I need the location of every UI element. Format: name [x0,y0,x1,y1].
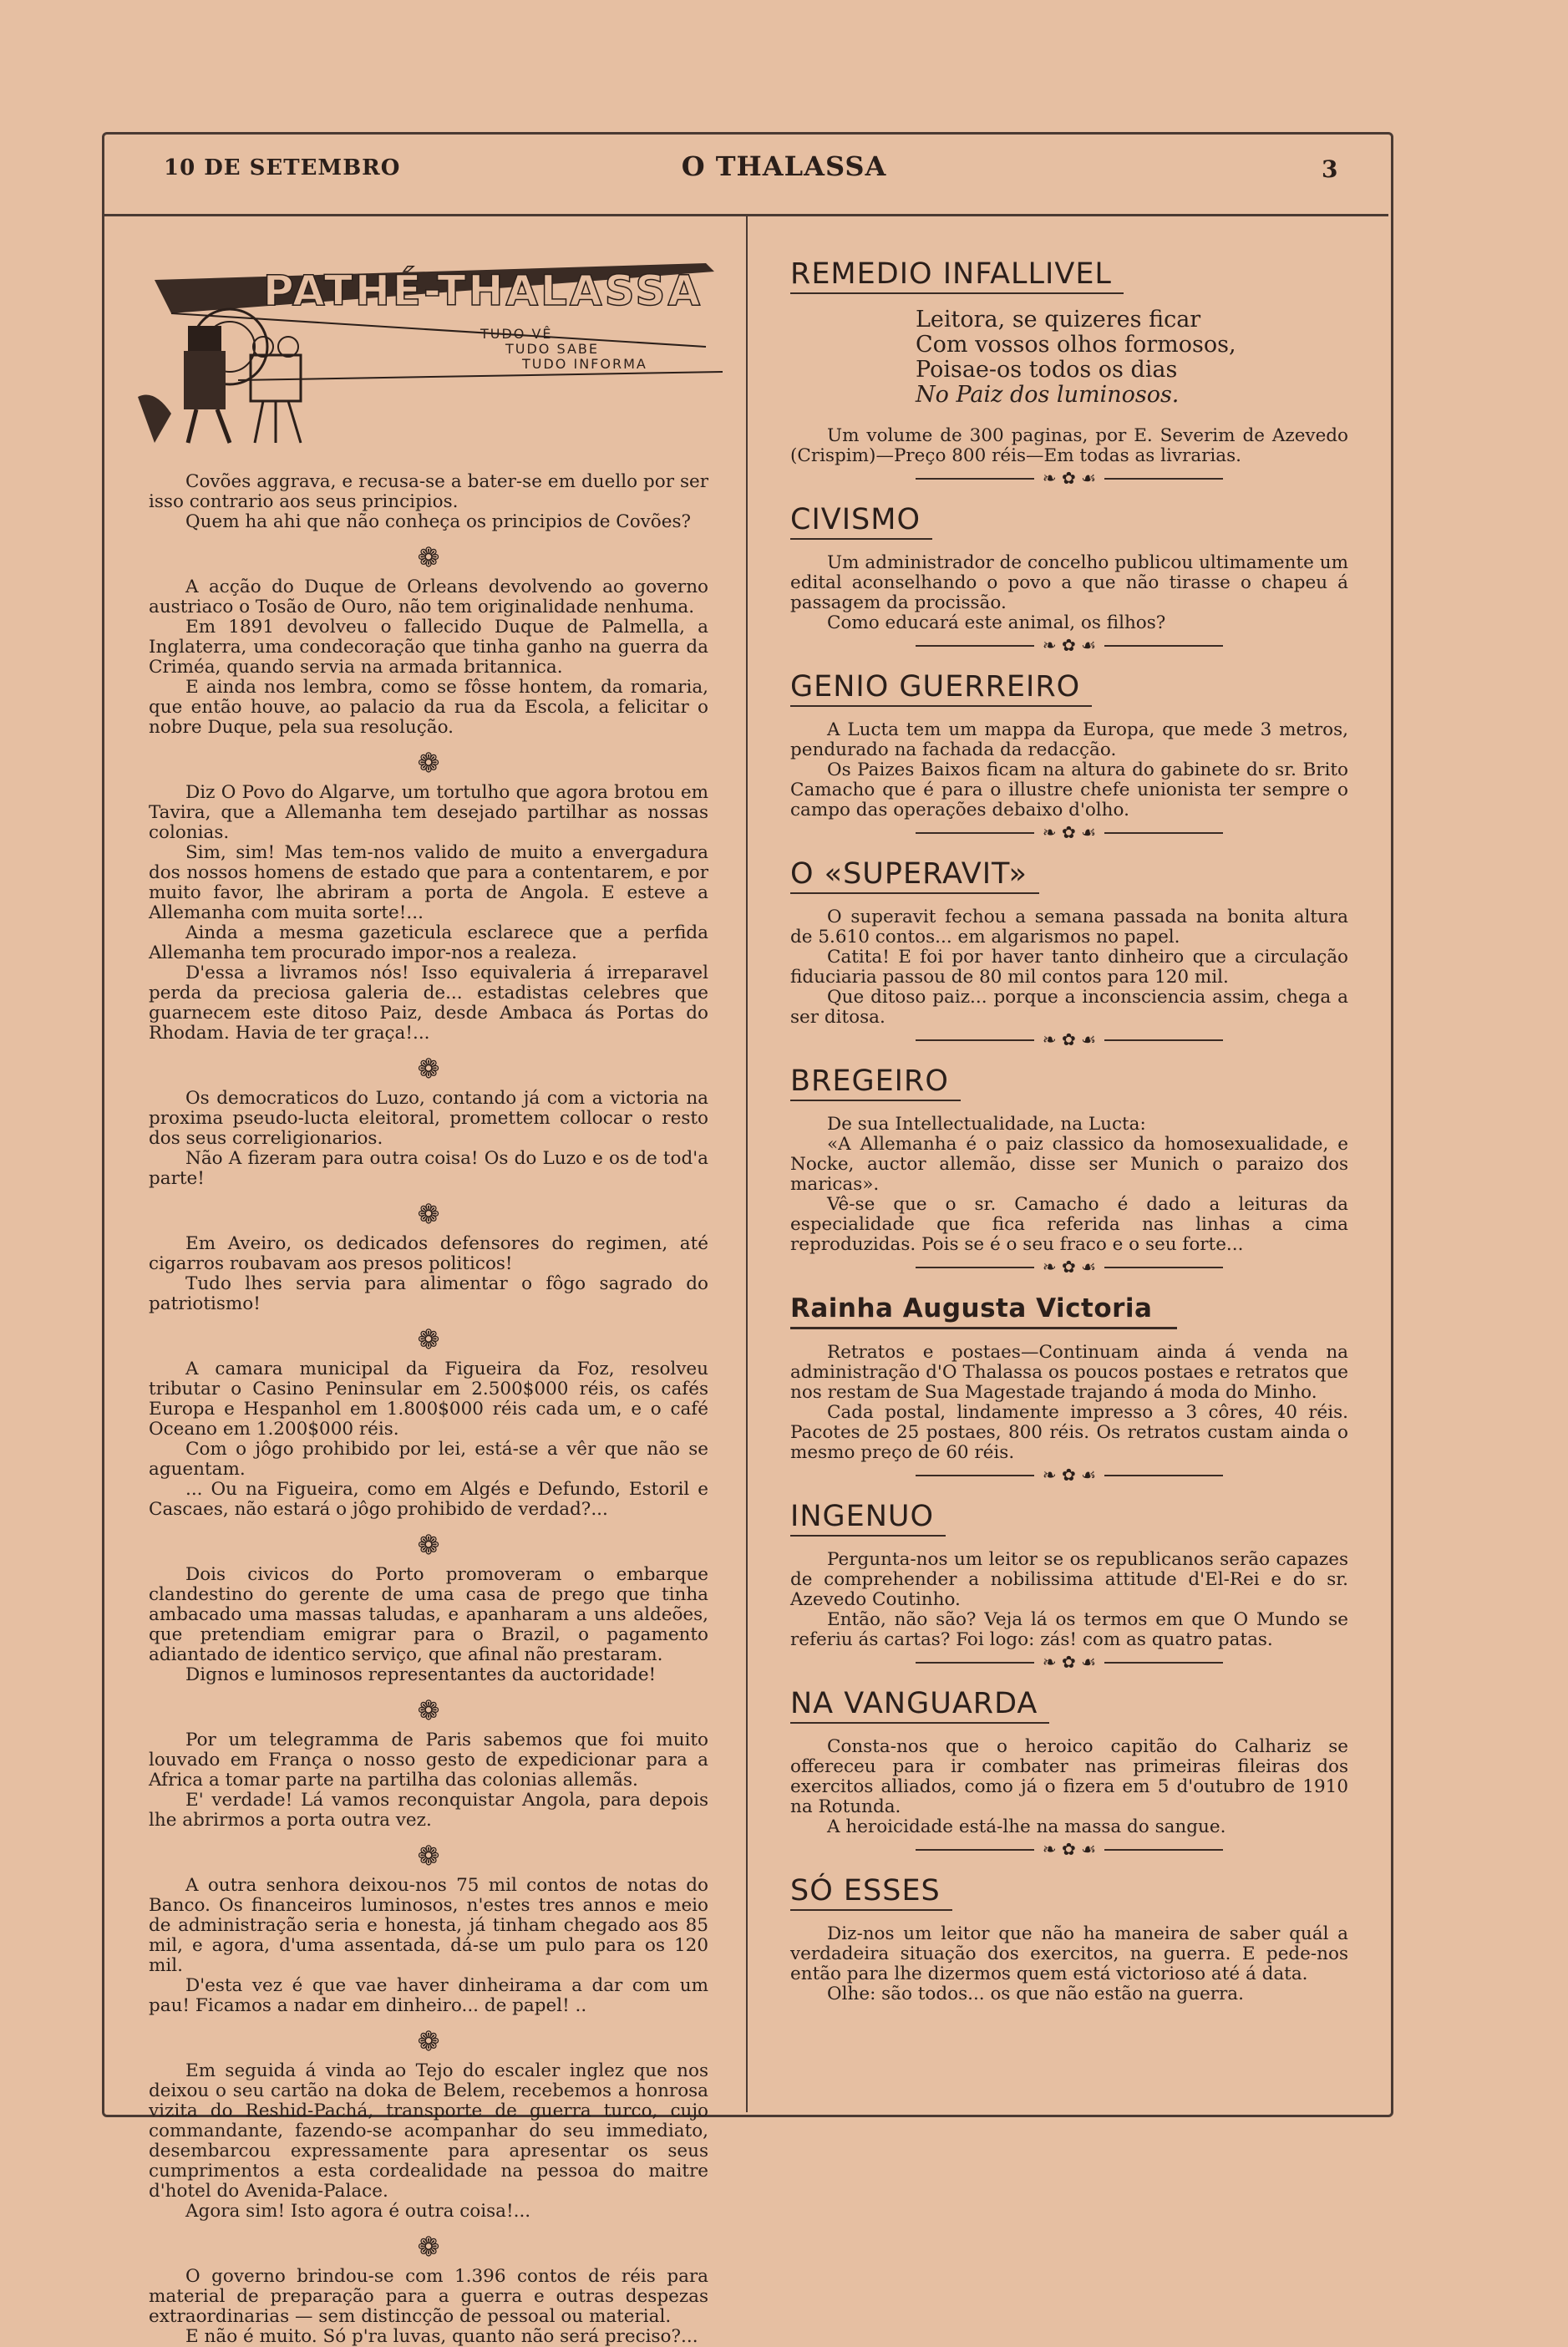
news-item [149,1359,708,1520]
section-civismo [790,501,1348,633]
paragraph: Catita! E foi por haver tanto dinheiro que a circulação fiduciaria passou de 80 mil contos para 120 mil. [790,947,1348,988]
section-heading: CIVISMO [790,501,932,540]
divider-ornament [916,1652,1222,1672]
divider-ornament [916,1839,1222,1859]
divider-ornament [916,1029,1222,1049]
section-heading: GENIO GUERREIRO [790,668,1092,707]
section-heading: INGENUO [790,1498,946,1537]
section-heading: SÓ ESSES [790,1872,952,1911]
divider-glyph: ❧ ✿ ☙ [1034,1465,1104,1485]
paragraph: Retratos e postaes—Continuam ainda á venda na administração d'O Thalassa os poucos postaes e retratos que nos restam de Sua Magestade trajando á moda do Minho. [790,1342,1348,1403]
paragraph: Um volume de 300 paginas, por E. Severim de Azevedo (Crispim)—Preço 800 réis—Em todas as livrarias. [790,425,1348,466]
paragraph: Como educará este animal, os filhos? [827,612,1166,633]
paragraph: Os Paizes Baixos ficam na altura do gabinete do sr. Brito Camacho que é para o illustre chefe unionista ter sempre o campo das operações debaixo d'olho. [790,759,1348,820]
section-superavit [790,856,1348,1028]
ornament-icon: ❁ [417,747,440,779]
pathe-thalassa-logo [138,246,739,447]
paragraph: A acção do Duque de Orleans devolvendo ao governo austriaco o Tosão de Ouro, não tem originalidade nenhuma. [149,577,708,617]
left-column [149,472,708,2347]
ornament-icon: ❁ [417,1053,440,1085]
news-item [149,2061,708,2222]
header-date: 10 DE SETEMBRO [164,155,401,180]
section-heading: REMEDIO INFALLIVEL [790,256,1124,294]
paragraph: ... Ou na Figueira, como em Algés e Defundo, Estoril e Cascaes, não estará o jôgo prohibido de verdad?... [149,1479,708,1520]
logo-tagline-2: TUDO SABE [505,341,599,357]
paragraph: A Lucta tem um mappa da Europa, que mede 3 metros, pendurado na fachada da redacção. [790,719,1348,760]
poem-line: Poisae-os todos os dias [916,357,1178,383]
paragraph: De sua Intellectualidade, na Lucta: [827,1114,1146,1135]
section-bregeiro [790,1063,1348,1255]
section-heading: NA VANGUARDA [790,1685,1049,1724]
paragraph: O governo brindou-se com 1.396 contos de réis para material de preparação para a guerra e outras despezas extraordinarias — sem distincção de pessoal ou material. [149,2266,708,2327]
paragraph: E' verdade! Lá vamos reconquistar Angola, para depois lhe abrirmos a porta outra vez. [149,1790,708,1831]
news-item [149,472,708,532]
section-heading: O «SUPERAVIT» [790,856,1039,894]
ornament-icon: ❁ [417,1198,440,1230]
paragraph: D'essa a livramos nós! Isso equivaleria á irreparavel perda da preciosa galeria de... estadistas celebres que guarnecem este ditoso Paiz, desde Ambaca ás Portas do Rhodam. Havia de ter graça!... [149,963,708,1044]
news-item [149,1730,708,1831]
paragraph: A heroicidade está-lhe na massa do sangue. [827,1816,1226,1837]
paragraph: Um administrador de concelho publicou ultimamente um edital aconselhando o povo a que não tirasse o chapeu á passagem da procissão. [790,552,1348,613]
ornament-icon: ❁ [417,2025,440,2057]
paragraph: Os democraticos do Luzo, contando já com a victoria na proxima pseudo-lucta eleitoral, promettem collocar o resto dos seus correligionarios. [149,1088,708,1149]
paragraph: A outra senhora deixou-nos 75 mil contos de notas do Banco. Os financeiros luminosos, n'estes tres annos e meio de administração seria e honesta, já tinham chegado aos 85 mil, e agora, d'uma assentada, dá-se um pulo para os 120 mil. [149,1875,708,1976]
paragraph: Olhe: são todos... os que não estão na guerra. [827,1984,1244,2004]
logo-tagline-3: TUDO INFORMA [522,356,647,372]
divider-ornament [916,468,1222,488]
ornament-icon: ❁ [417,1323,440,1355]
paragraph: Sim, sim! Mas tem-nos valido de muito a envergadura dos nossos homens de estado que para a contentarem, e por muito favor, lhe abriram a porta de Angola. E esteve a Allemanha com muita sorte!... [149,842,708,923]
paragraph: Ainda a mesma gazeticula esclarece que a perfida Allemanha tem procurado impor-nos a realeza. [149,922,708,963]
ornament-icon: ❁ [417,541,440,573]
news-item [149,1565,708,1685]
paragraph: Em 1891 devolveu o fallecido Duque de Palmella, a Inglaterra, uma condecoração que tinha ganho na guerra da Criméa, quando servia na armada britannica. [149,617,708,678]
paragraph: Covões aggrava, e recusa-se a bater-se em duello por ser isso contrario aos seus principios. [149,471,708,512]
paragraph: Dignos e luminosos representantes da auctoridade! [185,1664,657,1685]
poem-line: Leitora, se quizeres ficar [916,307,1201,333]
divider-ornament [916,635,1222,655]
section-so-esses [790,1872,1348,2004]
section-rainha [790,1290,1348,1463]
section-heading: Rainha Augusta Victoria [790,1290,1177,1329]
paragraph: Tudo lhes servia para alimentar o fôgo sagrado do patriotismo! [149,1273,708,1314]
divider-glyph: ❧ ✿ ☙ [1034,1029,1104,1049]
paragraph: Em Aveiro, os dedicados defensores do regimen, até cigarros roubavam aos presos politicos! [149,1233,708,1274]
paragraph: Por um telegramma de Paris sabemos que foi muito louvado em França o nosso gesto de expedicionar para a Africa a tomar parte na partilha das colonias allemãs. [149,1730,708,1791]
paragraph: Que ditoso paiz... porque a inconsciencia assim, chega a ser ditosa. [790,987,1348,1028]
paragraph: Cada postal, lindamente impresso a 3 côres, 40 réis. Pacotes de 25 postaes, 800 réis. Os retratos custam ainda o mesmo preço de 60 réis. [790,1402,1348,1463]
paragraph: O superavit fechou a semana passada na bonita altura de 5.610 contos... em algarismos no papel. [790,907,1348,947]
paragraph: Com o jôgo prohibido por lei, está-se a vêr que não se aguentam. [149,1439,708,1480]
section-genio-guerreiro [790,668,1348,820]
section-na-vanguarda [790,1685,1348,1837]
paragraph: Diz-nos um leitor que não ha maneira de saber quál a verdadeira situação dos exercitos, na guerra. E pede-nos então para lhe dizermos quem está victorioso até á data. [790,1923,1348,1984]
divider-glyph: ❧ ✿ ☙ [1034,1257,1104,1277]
page-number: 3 [1322,155,1338,183]
news-item [149,783,708,1044]
news-item [149,1089,708,1189]
header-rule [102,214,1388,216]
svg-text:PATHÉ-THALASSA: PATHÉ-THALASSA [263,267,703,315]
newspaper-title: O THALASSA [681,150,887,182]
paragraph: «A Allemanha é o paiz classico da homosexualidade, e Nocke, auctor allemão, disse ser Munich o paraizo dos maricas». [790,1134,1348,1195]
poem-line: No Paiz dos luminosos. [916,382,1180,408]
ornament-icon: ❁ [417,1694,440,1726]
divider-ornament [916,1465,1222,1485]
paragraph: E não é muito. Só p'ra luvas, quanto não será preciso?... [185,2326,698,2347]
paragraph: Pergunta-nos um leitor se os republicanos serão capazes de comprehender a nobilissima attitude d'El-Rei e do sr. Azevedo Coutinho. [790,1549,1348,1610]
paragraph: A camara municipal da Figueira da Foz, resolveu tributar o Casino Peninsular em 2.500$000 réis, os cafés Europa e Hespanhol em 1.800$000 réis cada um, e o café Oceano em 1.200$000 réis. [149,1359,708,1440]
divider-glyph: ❧ ✿ ☙ [1034,635,1104,655]
divider-ornament [916,1257,1222,1277]
paragraph: Vê-se que o sr. Camacho é dado a leituras da especialidade que fica referida nas linhas a cima reproduzidas. Pois se é o seu fraco e o seu forte... [790,1194,1348,1255]
paragraph: Agora sim! Isto agora é outra coisa!... [185,2201,531,2222]
paragraph: Diz O Povo do Algarve, um tortulho que agora brotou em Tavira, que a Allemanha tem desejado partilhar as nossas colonias. [149,782,708,843]
section-remedio [790,256,1348,466]
news-item [149,2267,708,2347]
paragraph: Quem ha ahi que não conheça os principios de Covões? [185,511,692,532]
paragraph: D'esta vez é que vae haver dinheirama a dar com um pau! Ficamos a nadar em dinheiro... de papel! .. [149,1975,708,2016]
logo-tagline-1: TUDO VÊ [480,326,553,342]
paragraph: Consta-nos que o heroico capitão do Calhariz se offereceu para ir combater nas primeiras fileiras dos exercitos alliados, como já o fizera em 5 d'outubro de 1910 na Rotunda. [790,1736,1348,1817]
right-column [790,251,1348,2004]
divider-glyph: ❧ ✿ ☙ [1034,1652,1104,1672]
divider-ornament [916,822,1222,842]
news-item [149,577,708,738]
paragraph: Em seguida á vinda ao Tejo do escaler inglez que nos deixou o seu cartão na doka de Belem, recebemos a honrosa vizita do Reshid-Pachá, transporte de guerra turco, cujo commandante, fazendo-se acompanhar do seu immediato, desembarcou expressamente para apresentar os seus cumprimentos a esta cordealidade na pessoa do maitre d'hotel do Avenida-Palace. [149,2060,708,2202]
paragraph: Não A fizeram para outra coisa! Os do Luzo e os de tod'a parte! [149,1148,708,1189]
ornament-icon: ❁ [417,1840,440,1872]
paragraph: E ainda nos lembra, como se fôsse hontem, da romaria, que então houve, ao palacio da rua da Escola, a felicitar o nobre Duque, pela sua resolução. [149,677,708,738]
divider-glyph: ❧ ✿ ☙ [1034,468,1104,488]
divider-glyph: ❧ ✿ ☙ [1034,1839,1104,1859]
logo-illustration [138,246,739,447]
ornament-icon: ❁ [417,2231,440,2263]
column-divider [746,216,748,2112]
paragraph: Então, não são? Veja lá os termos em que O Mundo se referiu ás cartas? Foi logo: zás! com as quatro patas. [790,1609,1348,1650]
poem-line: Com vossos olhos formosos, [916,332,1236,358]
section-ingenuo [790,1498,1348,1650]
news-item [149,1876,708,2016]
divider-glyph: ❧ ✿ ☙ [1034,822,1104,842]
ornament-icon: ❁ [417,1529,440,1561]
news-item [149,1234,708,1314]
paragraph: Dois civicos do Porto promoveram o embarque clandestino do gerente de uma casa de prego que tinha ambacado uma massas taludas, e apanharam a uns aldeões, que pretendiam emigrar para o Brazil, o pagamento adiantado de identico serviço, que afinal não prestaram. [149,1564,708,1665]
section-heading: BREGEIRO [790,1063,961,1101]
poem [916,307,1348,408]
